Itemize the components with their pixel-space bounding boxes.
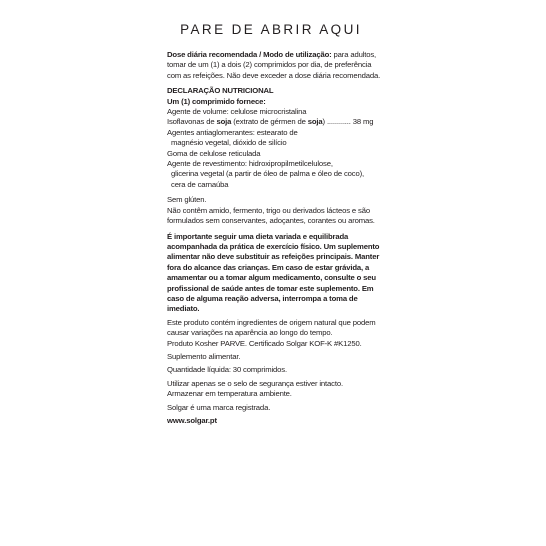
isoflavones-dots: ............ <box>324 117 351 127</box>
nutrition-subtitle: Um (1) comprimido fornece: <box>167 96 266 106</box>
trademark-text: Solgar é uma marca registrada. <box>167 402 271 412</box>
coating-line-1: Agente de revestimento: hidroxipropilmetilcelulose, <box>167 159 333 169</box>
isoflavones-row <box>167 117 383 127</box>
natural-origin-text: Este produto contém ingredientes de origem natural que podem causar variações na aparência ao longo do tempo. <box>167 317 376 338</box>
gum: Goma de celulose reticulada <box>167 148 261 158</box>
isoflavones-end: ) <box>322 117 325 127</box>
website-link[interactable]: www.solgar.pt <box>167 416 217 425</box>
allergen-soy: soja <box>307 117 323 127</box>
isoflavones-mid: (extrato de gérmen de <box>231 117 308 127</box>
nutrition-title: DECLARAÇÃO NUTRICIONAL <box>167 86 274 96</box>
coating-line-2: glicerina vegetal (a partir de óleo de palma e óleo de coco), <box>171 169 364 179</box>
coating-line-3: cera de carnaúba <box>171 179 229 189</box>
anticaking-line-2: magnésio vegetal, dióxido de silício <box>171 138 287 148</box>
supplement-text: Suplemento alimentar. <box>167 351 241 361</box>
open-here-header: PARE DE ABRIR AQUI <box>180 22 362 37</box>
dosage-paragraph <box>167 50 383 81</box>
free-from-text: Não contêm amido, fermento, trigo ou derivados lácteos e são formulados sem conservantes, adoçantes, corantes ou aromas. <box>167 205 375 226</box>
allergen-soy: soja <box>216 117 232 127</box>
quantity-text: Quantidade líquida: 30 comprimidos. <box>167 365 287 375</box>
storage-text: Armazenar em temperatura ambiente. <box>167 389 292 399</box>
anticaking-line-1: Agentes antiaglomerantes: estearato de <box>167 127 298 137</box>
dosage-title: Dose diária recomendada / Modo de utilização: <box>167 50 332 59</box>
label-panel <box>167 22 383 426</box>
warning-text: É importante seguir uma dieta variada e equilibrada acompanhada da prática de exercício físico. Um suplemento alimentar não deve substituir as refeições principais. Manter fora do alcance das crianças. Em caso de estar grávida, a amamentar ou a tomar algum medicamento, consulte o seu profissional de saúde antes de tomar este suplemento. Em caso de alguma reação adversa, interrompa a toma de imediato. <box>167 231 380 314</box>
kosher-text: Produto Kosher PARVE. Certificado Solgar KOF-K #K1250. <box>167 338 362 348</box>
dosage-text: para adultos, tomar de um (1) a dois (2) comprimidos por dia, de preferência com as refeições. Não deve exceder a dose diária recomendada. <box>167 50 381 80</box>
seal-text: Utilizar apenas se o selo de segurança estiver intacto. <box>167 378 343 388</box>
bulking-agent: Agente de volume: celulose microcristalina <box>167 107 307 117</box>
isoflavones-prefix: Isoflavonas de <box>167 117 217 127</box>
isoflavones-value: 38 mg <box>350 117 374 127</box>
gluten-free: Sem glúten. <box>167 195 207 205</box>
